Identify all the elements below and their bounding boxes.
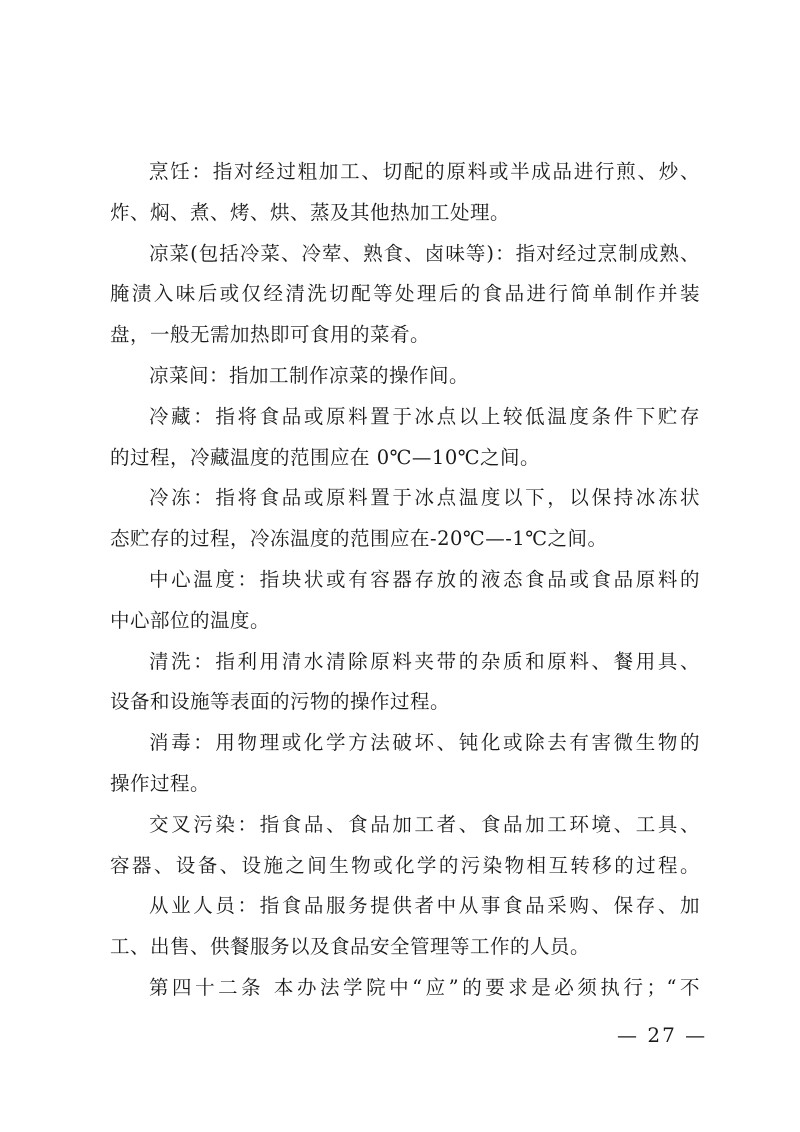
paragraph-line: 盘，一般无需加热即可食用的菜肴。 [110,323,431,347]
paragraph-line: 清洗：指利用清水清除原料夹带的杂质和原料、餐用具、 [149,649,700,673]
paragraph-line: 烹饪：指对经过粗加工、切配的原料或半成品进行煎、炒、 [149,160,700,183]
paragraph-line: 中心温度：指块状或有容器存放的液态食品或食品原料的 [149,567,700,591]
paragraph-line: 炸、焖、煮、烤、烘、蒸及其他热加工处理。 [110,200,511,224]
paragraph-line: 冷藏：指将食品或原料置于冰点以上较低温度条件下贮存 [149,404,700,428]
paragraph-line: 中心部位的温度。 [110,608,271,632]
paragraph-line: 凉菜间：指加工制作凉菜的操作间。 [149,363,470,387]
paragraph-line: 态贮存的过程，冷冻温度的范围应在-20℃—-1℃之间。 [110,527,608,551]
paragraph-line: 工、出售、供餐服务以及食品安全管理等工作的人员。 [110,935,591,959]
paragraph-line: 设备和设施等表面的污物的操作过程。 [110,690,451,714]
paragraph-line: 交叉污染：指食品、食品加工者、食品加工环境、工具、 [149,812,700,836]
paragraph-line: 从业人员：指食品服务提供者中从事食品采购、保存、加 [149,894,700,918]
paragraph-line: 腌渍入味后或仅经清洗切配等处理后的食品进行简单制作并装 [110,282,700,306]
paragraph-line: 的过程，冷藏温度的范围应在 0℃—10℃之间。 [110,445,541,469]
page-number: — 27 — [617,1023,708,1047]
paragraph-line: 凉菜(包括冷菜、冷荤、熟食、卤味等)：指对经过烹制成熟、 [149,241,700,265]
paragraph-line: 冷冻：指将食品或原料置于冰点温度以下，以保持冰冻状 [149,486,700,510]
paragraph-line: 第四十二条 本办法学院中“应”的要求是必须执行；“不 [149,975,700,999]
paragraph-line: 消毒：用物理或化学方法破坏、钝化或除去有害微生物的 [149,731,700,755]
paragraph-line: 容器、设备、设施之间生物或化学的污染物相互转移的过程。 [110,853,700,877]
paragraph-line: 操作过程。 [110,771,211,795]
body-text [110,152,700,1009]
